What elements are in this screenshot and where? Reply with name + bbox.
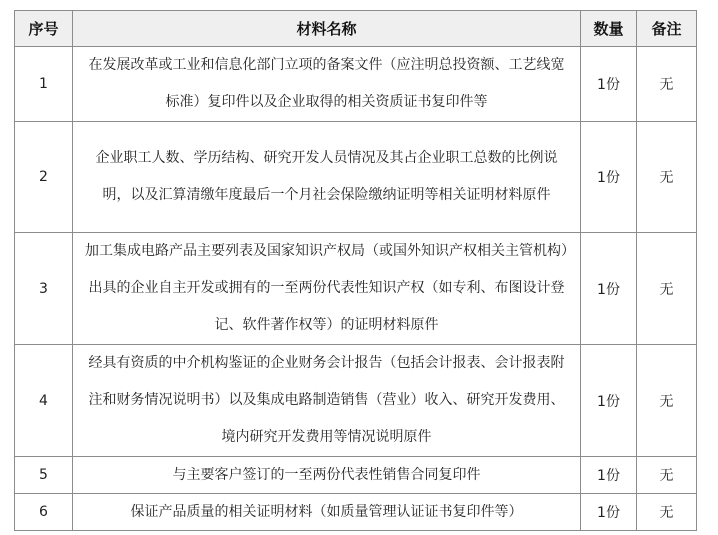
cell-remark: 无 bbox=[637, 47, 697, 122]
materials-table-container bbox=[14, 10, 697, 531]
cell-quantity: 1份 bbox=[581, 345, 637, 457]
cell-quantity: 1份 bbox=[581, 457, 637, 494]
cell-serial-number: 1 bbox=[15, 47, 73, 122]
cell-remark: 无 bbox=[637, 233, 697, 345]
materials-table bbox=[14, 10, 697, 531]
cell-material-name: 企业职工人数、学历结构、研究开发人员情况及其占企业职工总数的比例说明，以及汇算清缴年度最后一个月社会保险缴纳证明等相关证明材料原件 bbox=[73, 122, 581, 233]
table-row bbox=[15, 457, 697, 494]
cell-remark: 无 bbox=[637, 457, 697, 494]
cell-material-name: 加工集成电路产品主要列表及国家知识产权局（或国外知识产权相关主管机构）出具的企业自主开发或拥有的一至两份代表性知识产权（如专利、布图设计登记、软件著作权等）的证明材料原件 bbox=[73, 233, 581, 345]
cell-serial-number: 5 bbox=[15, 457, 73, 494]
table-header-row bbox=[15, 11, 697, 47]
cell-quantity: 1份 bbox=[581, 494, 637, 531]
cell-serial-number: 3 bbox=[15, 233, 73, 345]
cell-serial-number: 6 bbox=[15, 494, 73, 531]
cell-quantity: 1份 bbox=[581, 47, 637, 122]
cell-material-name: 保证产品质量的相关证明材料（如质量管理认证证书复印件等） bbox=[73, 494, 581, 531]
table-row bbox=[15, 47, 697, 122]
cell-serial-number: 4 bbox=[15, 345, 73, 457]
table-row bbox=[15, 345, 697, 457]
cell-remark: 无 bbox=[637, 122, 697, 233]
table-row bbox=[15, 494, 697, 531]
header-serial-number: 序号 bbox=[15, 11, 73, 47]
header-material-name: 材料名称 bbox=[73, 11, 581, 47]
cell-material-name: 在发展改革或工业和信息化部门立项的备案文件（应注明总投资额、工艺线宽标准）复印件以及企业取得的相关资质证书复印件等 bbox=[73, 47, 581, 122]
cell-material-name: 经具有资质的中介机构鉴证的企业财务会计报告（包括会计报表、会计报表附注和财务情况说明书）以及集成电路制造销售（营业）收入、研究开发费用、境内研究开发费用等情况说明原件 bbox=[73, 345, 581, 457]
cell-quantity: 1份 bbox=[581, 122, 637, 233]
header-quantity: 数量 bbox=[581, 11, 637, 47]
table-row bbox=[15, 233, 697, 345]
table-row bbox=[15, 122, 697, 233]
cell-remark: 无 bbox=[637, 345, 697, 457]
header-remark: 备注 bbox=[637, 11, 697, 47]
cell-remark: 无 bbox=[637, 494, 697, 531]
cell-serial-number: 2 bbox=[15, 122, 73, 233]
cell-quantity: 1份 bbox=[581, 233, 637, 345]
cell-material-name: 与主要客户签订的一至两份代表性销售合同复印件 bbox=[73, 457, 581, 494]
